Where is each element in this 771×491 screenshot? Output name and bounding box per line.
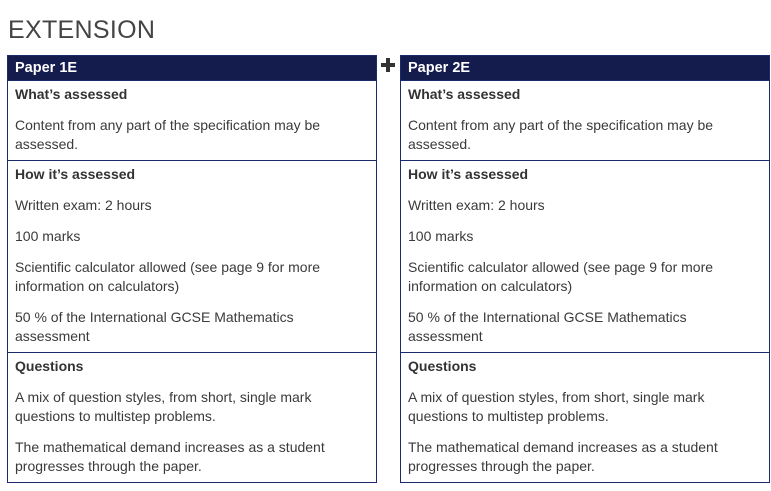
section-title: How it’s assessed — [15, 166, 136, 182]
section-paragraph: Written exam: 2 hours — [408, 197, 545, 213]
section-paragraph: The mathematical demand increases as a student progresses through the paper. — [408, 439, 718, 474]
section-paragraph: Written exam: 2 hours — [15, 197, 152, 213]
paper-header: Paper 1E — [8, 56, 376, 80]
section-paragraph: The mathematical demand increases as a student progresses through the paper. — [15, 439, 325, 474]
page-title: EXTENSION — [8, 16, 156, 44]
section-paragraph: 100 marks — [408, 228, 474, 244]
section-paragraph: Scientific calculator allowed (see page 9 for more information on calculators) — [15, 259, 321, 294]
paper-2e-box — [400, 55, 770, 483]
section-how-assessed — [401, 160, 769, 352]
section-title: What’s assessed — [408, 86, 521, 102]
section-title: What’s assessed — [15, 86, 128, 102]
section-paragraph: A mix of question styles, from short, single mark questions to multistep problems. — [15, 389, 312, 424]
plus-icon — [379, 56, 397, 74]
section-whats-assessed — [8, 80, 376, 160]
section-how-assessed — [8, 160, 376, 352]
section-paragraph: Content from any part of the specification may be assessed. — [15, 117, 321, 152]
section-paragraph: 100 marks — [15, 228, 81, 244]
section-paragraph: Scientific calculator allowed (see page 9 for more information on calculators) — [408, 259, 714, 294]
section-paragraph: 50 % of the International GCSE Mathematics assessment — [15, 309, 294, 344]
section-whats-assessed — [401, 80, 769, 160]
section-title: Questions — [408, 358, 477, 374]
section-title: How it’s assessed — [408, 166, 529, 182]
section-questions — [8, 352, 376, 482]
section-paragraph: Content from any part of the specification may be assessed. — [408, 117, 714, 152]
section-paragraph: 50 % of the International GCSE Mathematics assessment — [408, 309, 687, 344]
paper-1e-box — [7, 55, 377, 483]
section-title: Questions — [15, 358, 84, 374]
paper-header: Paper 2E — [401, 56, 769, 80]
section-questions — [401, 352, 769, 482]
section-paragraph: A mix of question styles, from short, single mark questions to multistep problems. — [408, 389, 705, 424]
